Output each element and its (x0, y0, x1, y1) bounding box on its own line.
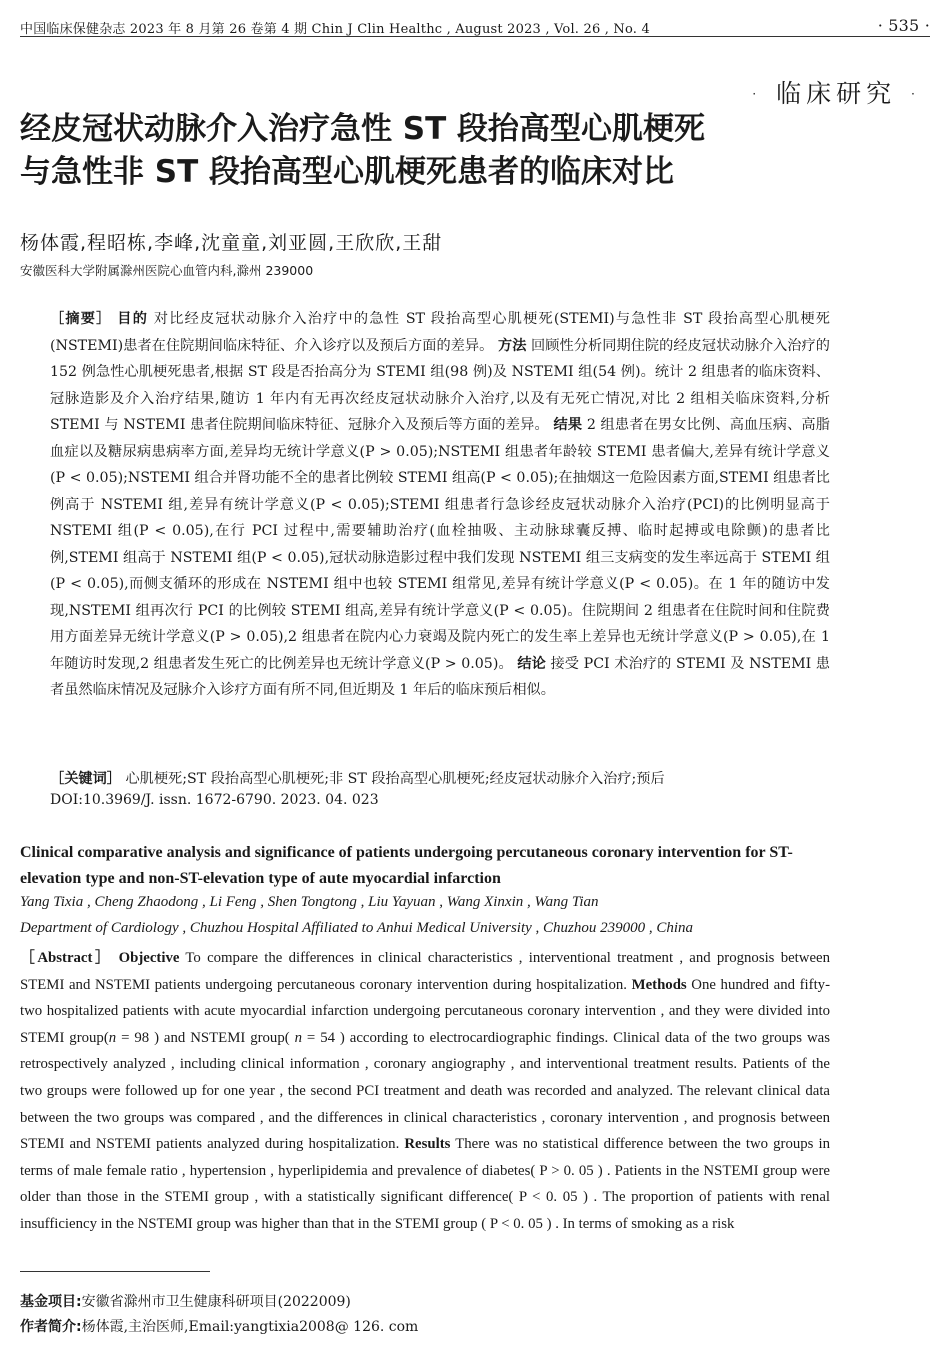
objective-label: 目的 (117, 311, 149, 327)
english-authors: Yang Tixia , Cheng Zhaodong , Li Feng , Shen Tongtong , Liu Yayuan , Wang Xinxin , Wang Tian (20, 894, 599, 910)
en-results-label: Results (404, 1136, 451, 1153)
title-line-1: 经皮冠状动脉介入治疗急性 ST 段抬高型心肌梗死 (20, 111, 706, 147)
en-objective-label: Objective (118, 950, 180, 966)
en-objective-text: To compare the differences in clinical characteristics , interventional treatment , and prognosis between STEMI and NSTEMI patients undergoing percutaneous coronary intervention during hospitalization. (20, 950, 831, 993)
english-affiliation: Department of Cardiology , Chuzhou Hospital Affiliated to Anhui Medical University , Chuzhou 239000 , China (20, 920, 694, 936)
conclusion-label: 结论 (517, 655, 546, 672)
section-label: · 临床研究 · (750, 79, 922, 108)
n-symbol: n (294, 1029, 302, 1046)
abstract-label: ［摘要］ (50, 311, 112, 327)
author-note-text: 杨体霞,主治医师,Email:yangtixia2008@ 126. com (81, 1319, 419, 1335)
keywords-text: 心肌梗死;ST 段抬高型心肌梗死;非 ST 段抬高型心肌梗死;经皮冠状动脉介入治疗;预后 (125, 771, 665, 787)
results-text: 2 组患者在男女比例、高血压病、高脂血症以及糖尿病患病率方面,差异均无统计学意义(P > 0.05);NSTEMI 组患者年龄较 STEMI 患者偏大,差异有统计学意义(P < 0.05);NSTEMI 组合并肾功能不全的患者比例较 STEMI 组高(P < 0.05);在抽烟这一危险因素方面,STEMI 组患者比例高于 NSTEMI 组,差异有统计学意义(P < 0.05);STEMI 组患者行急诊经皮冠状动脉介入治疗(PCI)的比例明显高于 NSTEMI 组(P < 0.05),在行 PCI 过程中,需要辅助治疗(血栓抽吸、主动脉球囊反搏、临时起搏或电除颤)的患者比例,STEMI 组高于 NSTEMI 组(P < 0.05),冠状动脉造影过程中我们发现 NSTEMI 组三支病变的发生率远高于 STEMI 组(P < 0.05),而侧支循环的形成在 NSTEMI 组中也较 STEMI 组常见,差异有统计学意义(P < 0.05)。在 1 年的随访中发现,NSTEMI 组再次行 PCI 的比例较 STEMI 组高,差异有统计学意义(P < 0.05)。住院期间 2 组患者在住院时间和住院费用方面差异无统计学意义(P > 0.05),2 组患者在院内心力衰竭及院内死亡的发生率上差异也无统计学意义(P > 0.05),在 1 年随访时发现,2 组患者发生死亡的比例差异也无统计学意义(P > 0.05)。 (50, 417, 830, 672)
author-note (20, 1315, 418, 1340)
page-number: · 535 · (877, 16, 930, 35)
title-line-2: 与急性非 ST 段抬高型心肌梗死患者的临床对比 (20, 154, 675, 190)
running-header (20, 14, 930, 37)
en-results-text: There was no statistical difference between the two groups in terms of male female ratio , hypertension , hyperlipidemia and prevalence of diabetes( P > 0. 05 ) . Patients in the NSTEMI group were older than those in the STEMI group , with a statistically significant difference( P < 0. 05 ) . The proportion of patients with renal insufficiency in the NSTEMI group was higher than that in the STEMI group ( P < 0. 05 ) . In terms of smoking as a risk (20, 1136, 831, 1232)
objective-text: 对比经皮冠状动脉介入治疗中的急性 ST 段抬高型心肌梗死(STEMI)与急性非 ST 段抬高型心肌梗死(NSTEMI)患者在住院期间临床特征、介入诊疗以及预后方面的差异。 (50, 311, 830, 354)
fund-label: 基金项目: (20, 1294, 82, 1310)
author-list: 杨体霞,程昭栋,李峰,沈童童,刘亚圆,王欣欣,王甜 (20, 232, 443, 254)
keywords (50, 766, 840, 792)
fund-note (20, 1290, 418, 1315)
en-abstract-label: ［Abstract］ (20, 950, 113, 966)
results-label: 结果 (553, 417, 583, 433)
author-note-label: 作者简介: (20, 1319, 82, 1335)
footnote-divider (20, 1271, 210, 1272)
keywords-label: ［关键词］ (50, 771, 121, 787)
footnotes (20, 1290, 418, 1340)
chinese-abstract (20, 306, 830, 704)
en-methods-label: Methods (631, 976, 687, 993)
doi[interactable]: DOI:10.3969/J. issn. 1672-6790. 2023. 04. 023 (50, 792, 379, 808)
article-title (20, 108, 900, 194)
methods-label: 方法 (497, 337, 527, 354)
en-methods-text-3: = 54 ) according to electrocardiographic findings. Clinical data of the two groups was retrospectively analyzed , including clinical information , coronary angiography , and interventional treatment results. Patients of the two groups were followed up for one year , the second PCI treatment and death was recorded and analyzed. The relevant clinical data between the two groups was compared , and the differences in clinical characteristics , coronary intervention , and prognosis between STEMI and NSTEMI patients analyzed during hospitalization. (20, 1029, 830, 1153)
en-methods-text-1: One hundred and fifty-two hospitalized patients with acute myocardial infarction undergoing percutaneous coronary intervention , and they were divided into STEMI group( (20, 976, 831, 1046)
english-title: Clinical comparative analysis and significance of patients undergoing percutaneous coronary intervention for ST-elevation type and non-ST-elevation type of aute myocardial infarction (20, 844, 793, 887)
methods-text: 回顾性分析同期住院的经皮冠状动脉介入治疗的 152 例急性心肌梗死患者,根据 ST 段是否抬高分为 STEMI 组(98 例)及 NSTEMI 组(54 例)。统计 2 组患者的临床资料、冠脉造影及介入治疗结果,随访 1 年内有无再次经皮冠状动脉介入治疗,以及有无死亡情况,对比 2 组相关临床资料,分析 STEMI 与 NSTEMI 患者住院期间临床特征、冠脉介入及预后等方面的差异。 (50, 337, 830, 433)
conclusion-text: 接受 PCI 术治疗的 STEMI 及 NSTEMI 患者虽然临床情况及冠脉介入诊疗方面有所不同,但近期及 1 年后的临床预后相似。 (50, 655, 830, 698)
affiliation: 安徽医科大学附属滁州医院心血管内科,滁州 239000 (20, 263, 314, 278)
fund-text: 安徽省滁州市卫生健康科研项目(2022009) (81, 1294, 351, 1310)
n-symbol: n (108, 1029, 117, 1046)
english-abstract (20, 945, 830, 1238)
en-methods-text-2: = 98 ) and NSTEMI group( (116, 1029, 295, 1046)
journal-citation: 中国临床保健杂志 2023 年 8 月第 26 卷第 4 期 Chin J Clin Healthc , August 2023 , Vol. 26 , No. 4 (20, 22, 650, 37)
